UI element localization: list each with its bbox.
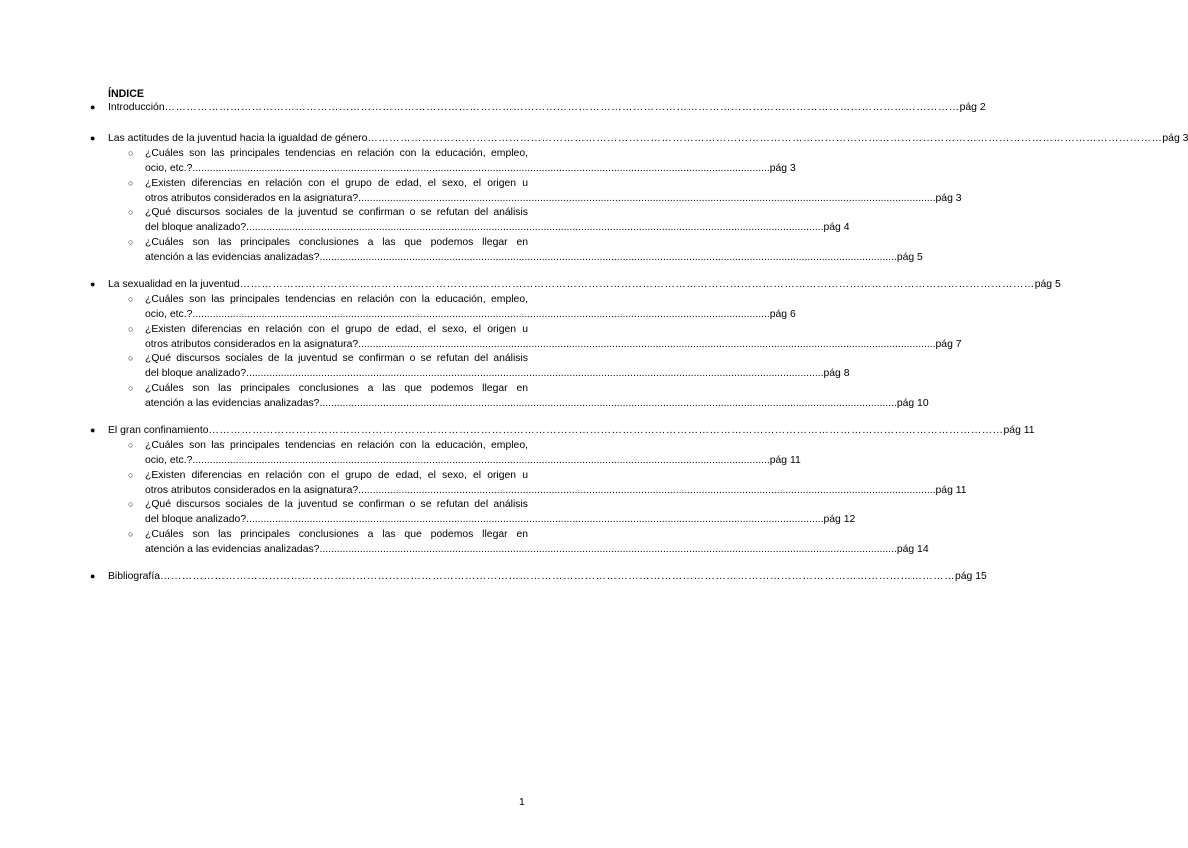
toc-page-ref: pág 15 <box>955 571 987 582</box>
toc-page-ref: pág 3 <box>769 163 796 174</box>
toc-subentry[interactable] <box>128 292 796 322</box>
index-title: ÍNDICE <box>108 88 144 100</box>
toc-entry-label: Introducción <box>108 102 165 113</box>
toc-page-ref: pág 3 <box>935 193 962 204</box>
dot-leader <box>192 453 769 468</box>
toc-page-ref: pág 5 <box>1034 279 1061 290</box>
toc-entry-label: La sexualidad en la juventud <box>108 279 240 290</box>
toc-page-ref: pág 11 <box>1003 425 1035 436</box>
dot-leader <box>246 366 823 381</box>
dot-leader <box>367 131 1162 146</box>
toc-page-ref: pág 6 <box>769 309 796 320</box>
toc-entry-label: Las actitudes de la juventud hacia la igualdad de género <box>108 133 368 144</box>
toc-subentry-line1: ¿Cuáles son las principales conclusiones a las que podemos llegar en <box>145 529 528 540</box>
toc-subentry-line1: ¿Existen diferencias en relación con el grupo de edad, el sexo, el origen u <box>145 470 528 481</box>
toc-entry-sexualidad[interactable] <box>90 277 1061 292</box>
toc-subentry[interactable] <box>128 146 796 176</box>
toc-subentry-line1: ¿Qué discursos sociales de la juventud se confirman o se refutan del análisis <box>145 353 528 364</box>
toc-entry-label: Bibliografía <box>108 571 160 582</box>
dot-leader <box>165 100 960 115</box>
circle-bullet-icon: ○ <box>128 294 134 304</box>
toc-subentry[interactable] <box>128 468 967 498</box>
toc-subentry[interactable] <box>128 235 923 265</box>
page-number: 1 <box>519 797 525 808</box>
toc-subentry-line2: del bloque analizado? <box>145 368 247 379</box>
toc-subentry-line2: ocio, etc.? <box>145 309 193 320</box>
circle-bullet-icon: ○ <box>128 207 134 217</box>
circle-bullet-icon: ○ <box>128 529 134 539</box>
toc-subentry-line2: otros atributos considerados en la asignatura? <box>145 339 359 350</box>
dot-leader <box>209 423 1004 438</box>
circle-bullet-icon: ○ <box>128 148 134 158</box>
toc-subentry-line2: del bloque analizado? <box>145 222 247 233</box>
toc-subentry[interactable] <box>128 176 962 206</box>
circle-bullet-icon: ○ <box>128 383 134 393</box>
circle-bullet-icon: ○ <box>128 353 134 363</box>
toc-subentry-line1: ¿Cuáles son las principales tendencias en relación con la educación, empleo, <box>145 294 528 305</box>
toc-entry-igualdad[interactable] <box>90 131 1188 146</box>
bullet-icon: ● <box>90 425 96 435</box>
toc-entry-bibliografia[interactable] <box>90 569 987 584</box>
toc-subentry-line2: atención a las evidencias analizadas? <box>145 252 320 263</box>
toc-page-ref: pág 8 <box>823 368 850 379</box>
dot-leader <box>160 569 955 584</box>
dot-leader <box>319 396 896 411</box>
toc-subentry-line2: atención a las evidencias analizadas? <box>145 398 320 409</box>
toc-subentry-line2: otros atributos considerados en la asignatura? <box>145 193 359 204</box>
toc-page-ref: pág 7 <box>935 339 962 350</box>
dot-leader <box>246 220 823 235</box>
toc-subentry-line1: ¿Cuáles son las principales tendencias en relación con la educación, empleo, <box>145 440 528 451</box>
toc-subentry-line1: ¿Qué discursos sociales de la juventud se confirman o se refutan del análisis <box>145 499 528 510</box>
toc-subentry-line2: del bloque analizado? <box>145 514 247 525</box>
toc-subentry-line2: ocio, etc.? <box>145 163 193 174</box>
toc-subentry-line1: ¿Qué discursos sociales de la juventud se confirman o se refutan del análisis <box>145 207 528 218</box>
toc-page-ref: pág 11 <box>769 455 801 466</box>
toc-subentry-line1: ¿Cuáles son las principales tendencias en relación con la educación, empleo, <box>145 148 528 159</box>
toc-subentry[interactable] <box>128 351 850 381</box>
toc-subentry[interactable] <box>128 205 850 235</box>
toc-subentry[interactable] <box>128 381 929 411</box>
toc-subentry[interactable] <box>128 497 856 527</box>
bullet-icon: ● <box>90 279 96 289</box>
toc-page-ref: pág 12 <box>823 514 856 525</box>
circle-bullet-icon: ○ <box>128 237 134 247</box>
dot-leader <box>358 337 935 352</box>
toc-page-ref: pág 14 <box>896 544 929 555</box>
bullet-icon: ● <box>90 133 96 143</box>
toc-subentry-line1: ¿Existen diferencias en relación con el grupo de edad, el sexo, el origen u <box>145 324 528 335</box>
bullet-icon: ● <box>90 571 96 581</box>
toc-subentry-line1: ¿Cuáles son las principales conclusiones a las que podemos llegar en <box>145 383 528 394</box>
bullet-icon: ● <box>90 102 96 112</box>
circle-bullet-icon: ○ <box>128 499 134 509</box>
toc-subentry-line1: ¿Existen diferencias en relación con el grupo de edad, el sexo, el origen u <box>145 178 528 189</box>
toc-subentry[interactable] <box>128 322 962 352</box>
toc-entry-confinamiento[interactable] <box>90 423 1035 438</box>
dot-leader <box>358 483 935 498</box>
dot-leader <box>192 161 769 176</box>
toc-page-ref: pág 11 <box>935 485 967 496</box>
toc-page-ref: pág 4 <box>823 222 850 233</box>
dot-leader <box>240 277 1035 292</box>
toc-subentry-line2: atención a las evidencias analizadas? <box>145 544 320 555</box>
toc-page-ref: pág 10 <box>896 398 929 409</box>
toc-subentry-line1: ¿Cuáles son las principales conclusiones a las que podemos llegar en <box>145 237 528 248</box>
circle-bullet-icon: ○ <box>128 178 134 188</box>
toc-subentry-line2: otros atributos considerados en la asignatura? <box>145 485 359 496</box>
dot-leader <box>319 542 896 557</box>
toc-entry-label: El gran confinamiento <box>108 425 209 436</box>
circle-bullet-icon: ○ <box>128 440 134 450</box>
toc-entry-introduccion[interactable] <box>90 100 986 115</box>
toc-page-ref: pág 5 <box>896 252 923 263</box>
dot-leader <box>246 512 823 527</box>
toc-page-ref: pág 3 <box>1162 133 1188 144</box>
toc-subentry[interactable] <box>128 527 929 557</box>
circle-bullet-icon: ○ <box>128 470 134 480</box>
toc-page-ref: pág 2 <box>959 102 986 113</box>
dot-leader <box>358 191 935 206</box>
dot-leader <box>192 307 769 322</box>
toc-subentry-line2: ocio, etc.? <box>145 455 193 466</box>
circle-bullet-icon: ○ <box>128 324 134 334</box>
toc-subentry[interactable] <box>128 438 801 468</box>
dot-leader <box>319 250 896 265</box>
